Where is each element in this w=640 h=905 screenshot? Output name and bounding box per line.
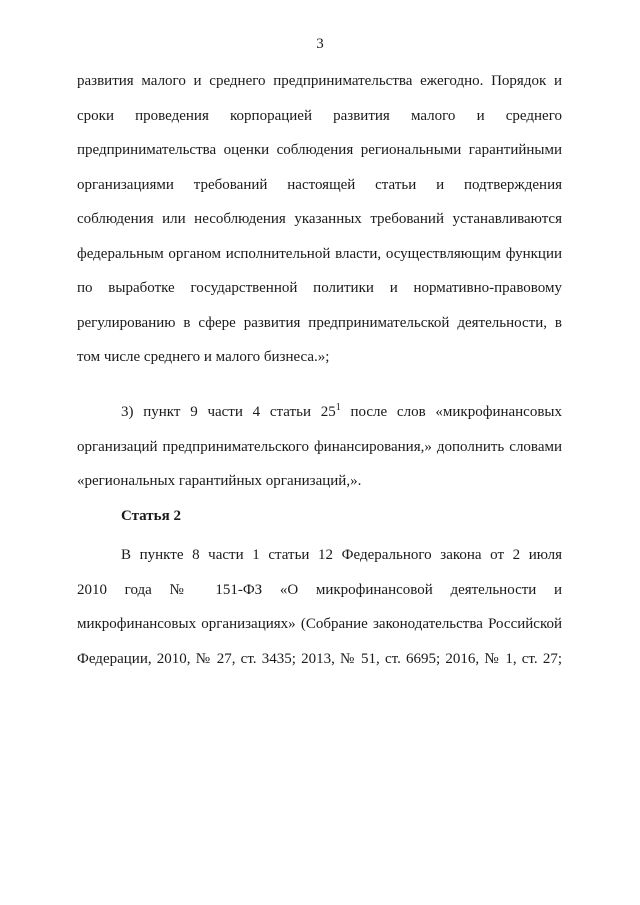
item-3-text-start: 3) пункт 9 части 4 статьи 25 bbox=[121, 404, 336, 420]
text-line: сроки проведения корпорацией развития малого и среднего bbox=[77, 107, 562, 124]
paragraph-continuation bbox=[77, 64, 562, 375]
page-number: 3 bbox=[316, 36, 324, 52]
text-line: организаций предпринимательского финансирования,» дополнить словами bbox=[77, 438, 562, 455]
text-line: организациями требований настоящей статьи и подтверждения bbox=[77, 176, 562, 193]
item-3-text-end: после слов «микрофинансовых bbox=[340, 404, 562, 420]
text-line: микрофинансовых организациях» (Собрание законодательства Российской bbox=[77, 616, 562, 632]
text-line: «региональных гарантийных организаций,». bbox=[77, 473, 362, 489]
article-heading: Статья 2 bbox=[121, 508, 181, 524]
article-2-paragraph bbox=[77, 538, 562, 676]
text-line: федеральным органом исполнительной власти, осуществляющим функции bbox=[77, 245, 562, 262]
text-line: соблюдения или несоблюдения указанных требований устанавливаются bbox=[77, 211, 562, 227]
text-line: предпринимательства оценки соблюдения региональными гарантийными bbox=[77, 142, 562, 158]
text-line: по выработке государственной политики и нормативно-правовому bbox=[77, 280, 562, 296]
text-line: том числе среднего и малого бизнеса.»; bbox=[77, 349, 330, 365]
text-line: 2010 года № 151-ФЗ «О микрофинансовой деятельности и bbox=[77, 581, 562, 598]
text-line: регулированию в сфере развития предпринимательской деятельности, в bbox=[77, 314, 562, 331]
item-3-paragraph bbox=[77, 395, 562, 499]
text-line: Федерации, 2010, № 27, ст. 3435; 2013, № 51, ст. 6695; 2016, № 1, ст. 27; bbox=[77, 650, 562, 667]
text-line bbox=[77, 395, 562, 430]
text-line: В пункте 8 части 1 статьи 12 Федерального закона от 2 июля bbox=[121, 547, 562, 563]
text-line: развития малого и среднего предпринимательства ежегодно. Порядок и bbox=[77, 73, 562, 89]
superscript: 1 bbox=[335, 402, 341, 413]
